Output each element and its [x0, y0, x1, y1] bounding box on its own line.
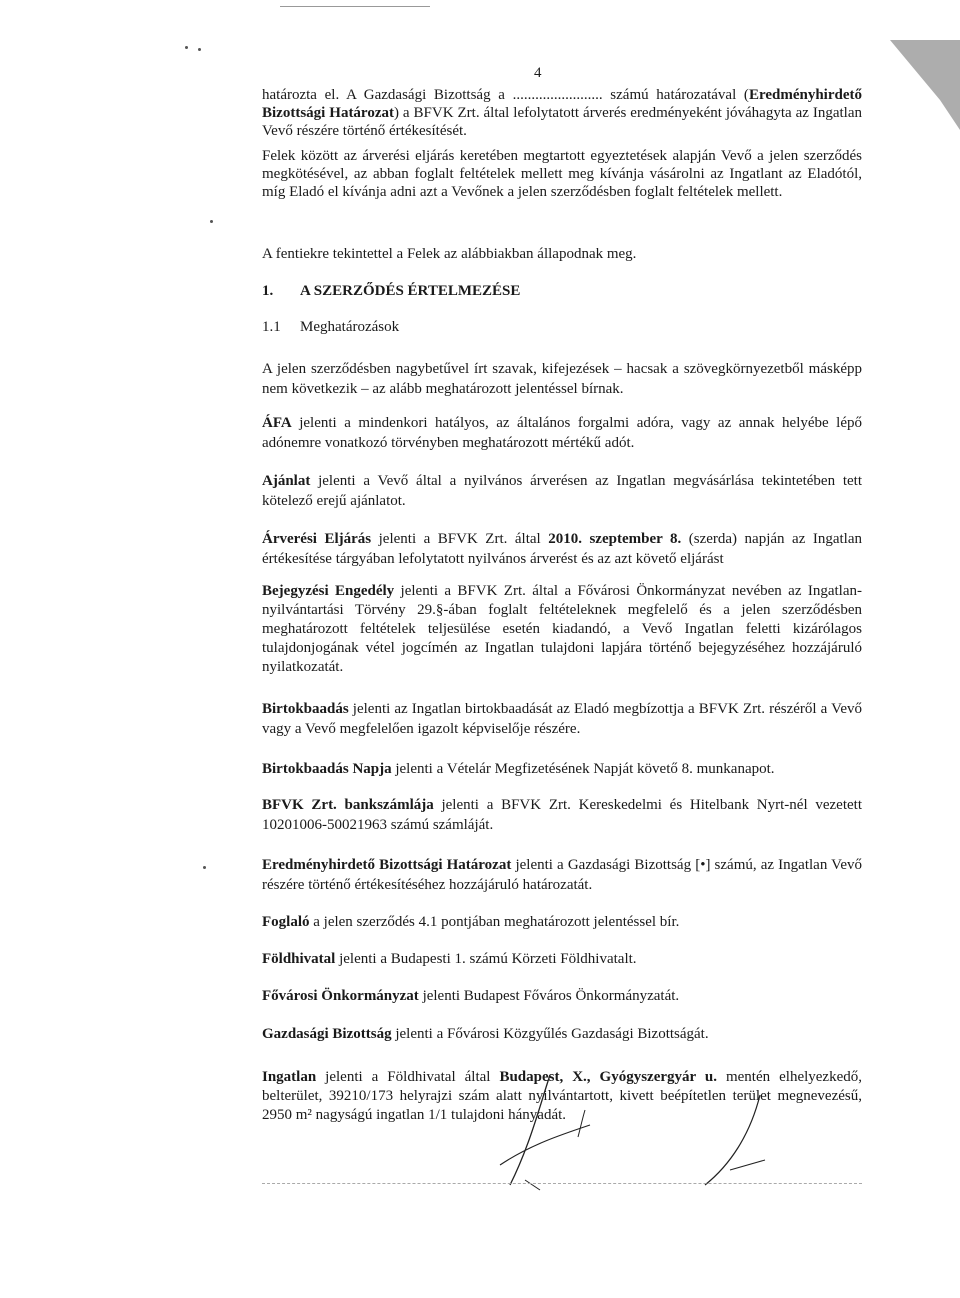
footer-rule [262, 1183, 862, 1184]
definition-term: Birtokbaadás [262, 701, 349, 717]
definition-birtokbaadas-napja [262, 760, 862, 780]
definition-term: Földhivatal [262, 951, 336, 967]
scan-speck [185, 46, 188, 49]
definition-text: mentén elhelyezkedő, belterület, 39210/173 helyrajzi szám alatt nyilvántartott, kivett beépítetlen terület megnevezésű, 2950 m² nagyságú ingatlan 1/1 tulajdoni hányadát. [262, 1069, 862, 1123]
scan-speck [203, 866, 206, 869]
intro-bold-term: Eredményhirdető Bizottsági Határozat [262, 87, 862, 121]
page-number: 4 [534, 65, 542, 81]
intro-text: határozta el. A Gazdasági Bizottság a ........................ számú határozatával ( [262, 87, 749, 103]
definition-text: jelenti a Földhivatal által [316, 1069, 500, 1085]
definition-afa [262, 414, 862, 453]
subsection-number: 1.1 [262, 319, 281, 335]
scan-speck [210, 220, 213, 223]
definition-term: BFVK Zrt. bankszámlája [262, 797, 434, 813]
section-number: 1. [262, 283, 274, 299]
definition-text: (szerda) napján az Ingatlan értékesítése tárgyában lefolytatott nyilvános árverést és az azt követő eljárást [262, 531, 862, 567]
definition-bejegyzesi-engedely [262, 582, 862, 677]
definition-term: Ajánlat [262, 473, 311, 489]
intro-text: ) a BFVK Zrt. által lefolytatott árverés eredményeként jóváhagyta az Ingatlan Vevő részére történő értékesítését. [262, 105, 863, 139]
intro-paragraph-3: A fentiekre tekintettel a Felek az alábbiakban állapodnak meg. [262, 246, 637, 262]
definition-text: jelenti a BFVK Zrt. által a Fővárosi Önkormányzat nevében az Ingatlan-nyilvántartási Törvény 29.§-ában foglalt feltételeknek megfelelő és a jelen szerződésben meghatározott feltételek teljesülése esetén kiadandó, a Vevő Ingatlan feletti kizárólagos tulajdonjogának vétel jogcímén az Ingatlan tulajdoni lapjára történő bejegyzéséhez hozzájáruló nyilatkozatát. [262, 583, 862, 675]
definitions-intro: A jelen szerződésben nagybetűvel írt szavak, kifejezések – hacsak a szövegkörnyezetből másképp nem következik – az alább meghatározott jelentéssel bírnak. [262, 361, 862, 397]
definition-term: Fővárosi Önkormányzat [262, 988, 419, 1004]
definition-term: ÁFA [262, 415, 292, 431]
section-title: A SZERZŐDÉS ÉRTELMEZÉSE [300, 283, 521, 299]
definition-term: Foglaló [262, 914, 310, 930]
definition-foglalo [262, 913, 862, 933]
signature-scribbles [490, 1055, 790, 1195]
definition-fovarosi-onkormanyzat [262, 987, 862, 1007]
definition-address: Budapest, X., Gyógyszergyár u. [499, 1069, 717, 1085]
definition-date: 2010. szeptember 8. [548, 531, 682, 547]
scan-speck [198, 48, 201, 51]
definition-gazdasagi-bizottsag [262, 1025, 862, 1045]
definition-text: jelenti a Fővárosi Közgyűlés Gazdasági Bizottságát. [391, 1026, 709, 1042]
definition-text: jelenti a mindenkori hatályos, az általános forgalmi adóra, vagy az annak helyébe lépő adónemre vonatkozó törvényben meghatározott mértékű adót. [262, 415, 862, 451]
definition-ajanlat [262, 472, 862, 511]
definition-bfvk-bankszamla [262, 796, 862, 835]
definition-term: Gazdasági Bizottság [262, 1026, 392, 1042]
top-rule [280, 6, 430, 7]
intro-paragraph-2 [262, 147, 862, 201]
definition-eredmenyhirdeto [262, 856, 862, 895]
definition-term: Birtokbaadás Napja [262, 761, 392, 777]
definition-text: jelenti a Vételár Megfizetésének Napját követő 8. munkanapot. [391, 761, 775, 777]
definition-birtokbaadas [262, 700, 862, 739]
definition-text: a jelen szerződés 4.1 pontjában meghatározott jelentéssel bír. [309, 914, 680, 930]
definition-term: Bejegyzési Engedély [262, 583, 395, 599]
definition-foldhivatal [262, 950, 862, 970]
intro-text: Felek között az árverési eljárás keretében megtartott egyeztetések alapján Vevő a jelen szerződés megkötésével, az abban foglalt feltételek mellett meg kívánja vásárolni az Ingatlant az Eladótól, míg Eladó el kívánja adni azt a Vevőnek a jelen szerződésben foglalt feltételek mellett. [262, 148, 862, 200]
definition-text: jelenti az Ingatlan birtokbaadását az Eladó megbízottja a BFVK Zrt. részéről a Vevő vagy a Vevő megfelelően igazolt képviselője részére. [262, 701, 862, 737]
definition-text: jelenti a BFVK Zrt. Kereskedelmi és Hitelbank Nyrt-nél vezetett 10201006-50021963 számú számláját. [262, 797, 862, 833]
subsection-title: Meghatározások [300, 319, 400, 335]
definition-term: Ingatlan [262, 1069, 317, 1085]
definition-term: Eredményhirdető Bizottsági Határozat [262, 857, 512, 873]
definition-text: jelenti Budapest Főváros Önkormányzatát. [418, 988, 680, 1004]
definition-text: jelenti a BFVK Zrt. által [371, 531, 549, 547]
definition-text: jelenti a Gazdasági Bizottság [•] számú, az Ingatlan Vevő részére történő értékesítéséhez hozzájáruló határozatát. [262, 857, 863, 893]
definition-arveresi-eljaras [262, 530, 862, 569]
definition-term: Árverési Eljárás [262, 531, 372, 547]
scan-corner-mark [880, 40, 960, 130]
intro-paragraph-1 [262, 86, 862, 140]
definition-text: jelenti a Vevő által a nyilvános árverésen az Ingatlan megvásárlása tekintetében tett kötelező erejű ajánlatot. [262, 473, 862, 509]
definition-text: jelenti a Budapesti 1. számú Körzeti Földhivatalt. [335, 951, 637, 967]
